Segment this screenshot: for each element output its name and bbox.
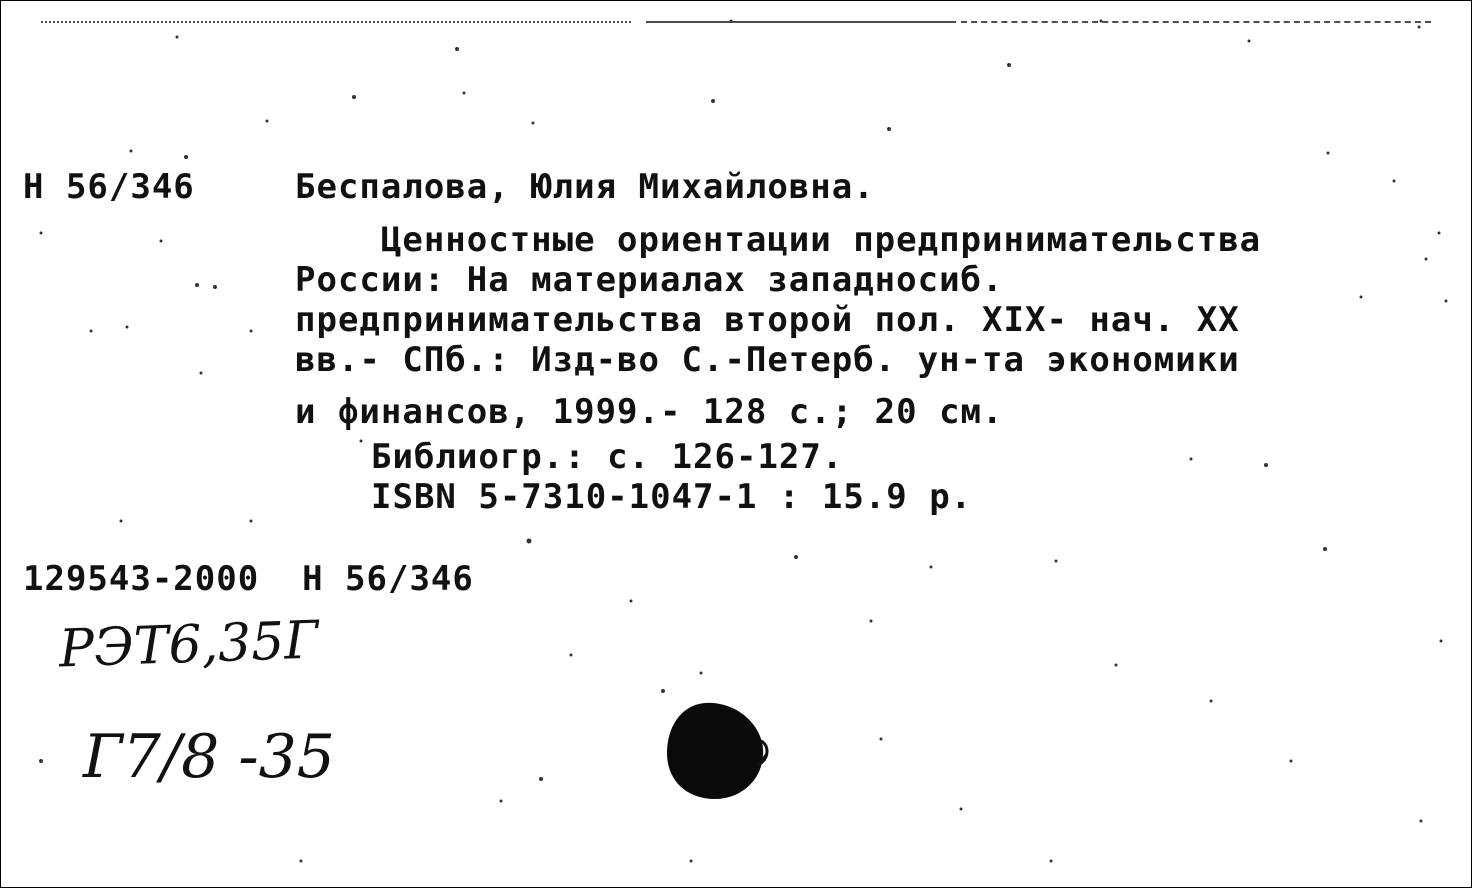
body-line-1: Ценностные ориентации предпринимательства bbox=[295, 220, 1262, 260]
body-line-2: России: На материалах западносиб. bbox=[295, 260, 1004, 300]
isbn-note: ISBN 5-7310-1047-1 : 15.9 р. bbox=[371, 477, 973, 517]
body-line-5: и финансов, 1999.- 128 с.; 20 см. bbox=[295, 392, 1004, 432]
accession-number: 129543-2000 Н 56/346 bbox=[23, 559, 474, 599]
author-heading: Беспалова, Юлия Михайловна. bbox=[295, 167, 875, 207]
ink-blot bbox=[665, 701, 769, 801]
body-line-3: предпринимательства второй пол. XIX- нач. XX bbox=[295, 300, 1240, 340]
top-rule-right bbox=[961, 21, 1431, 23]
top-rule-left bbox=[41, 21, 631, 23]
handwritten-shelf-mark: Г7/8 -35 bbox=[83, 722, 335, 792]
body-line-4: вв.- СПб.: Изд-во С.-Петерб. ун-та экономики bbox=[295, 340, 1240, 380]
top-rule-middle bbox=[646, 21, 956, 23]
handwritten-classification: РЭТ6,35Г bbox=[58, 610, 320, 680]
bibliography-note: Библиогр.: с. 126-127. bbox=[371, 437, 844, 477]
call-number: Н 56/346 bbox=[23, 167, 195, 207]
